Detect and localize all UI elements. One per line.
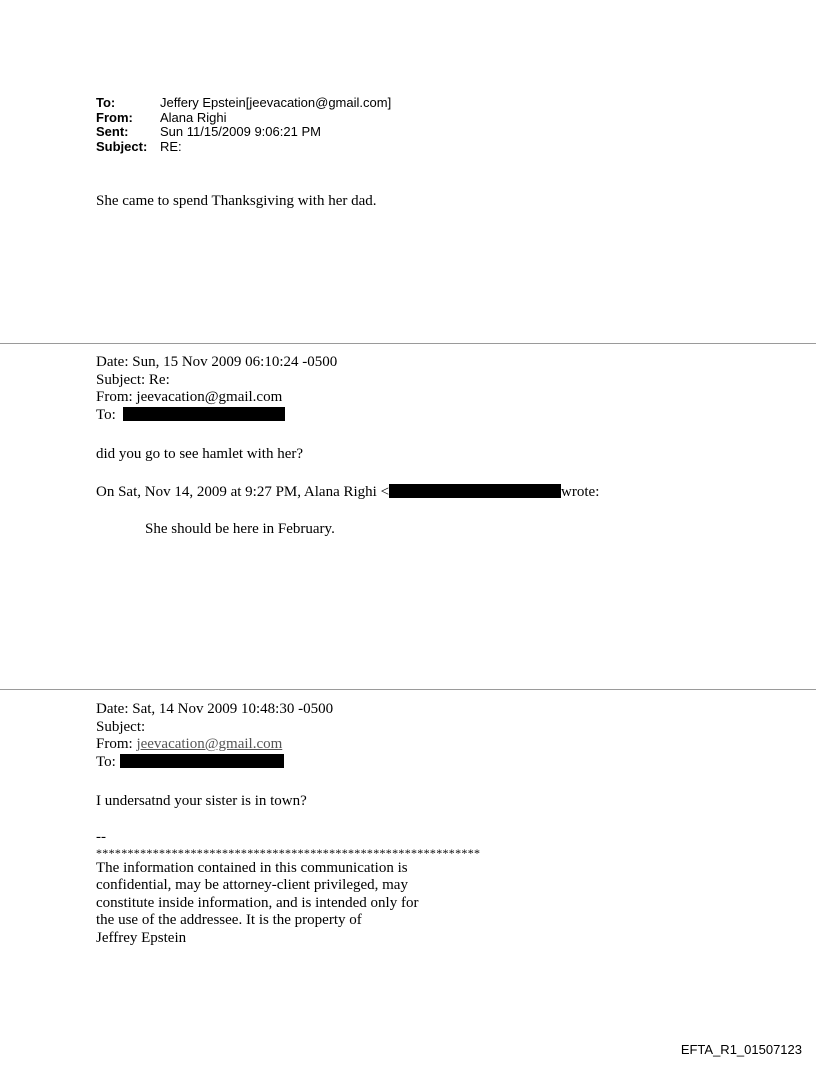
message-3-from-row bbox=[96, 736, 333, 754]
message-2-quote-line bbox=[96, 484, 599, 501]
message-2-subject: Subject: Re: bbox=[96, 371, 170, 388]
message-3-to-row bbox=[96, 754, 333, 772]
email-header bbox=[96, 96, 391, 154]
message-2-to-label: To: bbox=[96, 406, 116, 423]
header-sent-row bbox=[96, 125, 391, 140]
subject-label: Subject: bbox=[96, 138, 148, 154]
divider-2 bbox=[0, 689, 816, 690]
quote-suffix: wrote: bbox=[561, 484, 600, 500]
message-2-date: Date: Sun, 15 Nov 2009 06:10:24 -0500 bbox=[96, 354, 338, 370]
disclaimer-line: the use of the addressee. It is the property of bbox=[96, 912, 362, 928]
divider-1 bbox=[0, 343, 816, 344]
message-3-to-label: To: bbox=[96, 753, 116, 770]
message-3-from-email-link[interactable]: jeevacation@gmail.com bbox=[136, 736, 283, 752]
redaction-bar bbox=[123, 407, 285, 421]
document-id: EFTA_R1_01507123 bbox=[680, 1042, 802, 1057]
body-text: She came to spend Thanksgiving with her dad. bbox=[96, 193, 377, 209]
message-3-body: I undersatnd your sister is in town? bbox=[96, 793, 307, 809]
from-label: From: bbox=[96, 109, 133, 125]
subject-value: RE: bbox=[160, 138, 182, 154]
to-label: To: bbox=[96, 95, 116, 110]
message-2-body: did you go to see hamlet with her? bbox=[96, 446, 304, 462]
sent-value: Sun 11/15/2009 9:06:21 PM bbox=[160, 124, 321, 139]
from-value: Alana Righi bbox=[160, 109, 227, 125]
message-2-quoted-text: She should be here in February. bbox=[145, 521, 335, 537]
redaction-bar bbox=[389, 484, 561, 498]
disclaimer-line: The information contained in this communication is bbox=[96, 859, 408, 876]
message-3-date: Date: Sat, 14 Nov 2009 10:48:30 -0500 bbox=[96, 701, 334, 717]
message-2-headers bbox=[96, 354, 337, 424]
message-3-headers bbox=[96, 701, 333, 771]
disclaimer-line: constitute inside information, and is intended only for bbox=[96, 894, 419, 911]
sent-label: Sent: bbox=[96, 124, 129, 139]
header-from-row bbox=[96, 111, 391, 126]
message-3-subject: Subject: bbox=[96, 718, 146, 735]
message-2-to-row bbox=[96, 407, 337, 425]
header-subject-row bbox=[96, 140, 391, 155]
quote-prefix: On Sat, Nov 14, 2009 at 9:27 PM, Alana Righi < bbox=[96, 484, 390, 500]
disclaimer-line: confidential, may be attorney-client privileged, may bbox=[96, 877, 408, 893]
redaction-bar bbox=[120, 754, 284, 768]
disclaimer-line: Jeffrey Epstein bbox=[96, 929, 187, 946]
to-value: Jeffery Epstein[jeevacation@gmail.com] bbox=[160, 95, 392, 110]
signature-dashes: -- bbox=[96, 829, 106, 845]
signature-stars: ************************************************************* bbox=[96, 845, 481, 860]
message-2-from: From: jeevacation@gmail.com bbox=[96, 389, 283, 405]
message-3-from-label: From: bbox=[96, 736, 137, 752]
signature-block bbox=[96, 829, 480, 947]
header-to-row bbox=[96, 96, 391, 111]
